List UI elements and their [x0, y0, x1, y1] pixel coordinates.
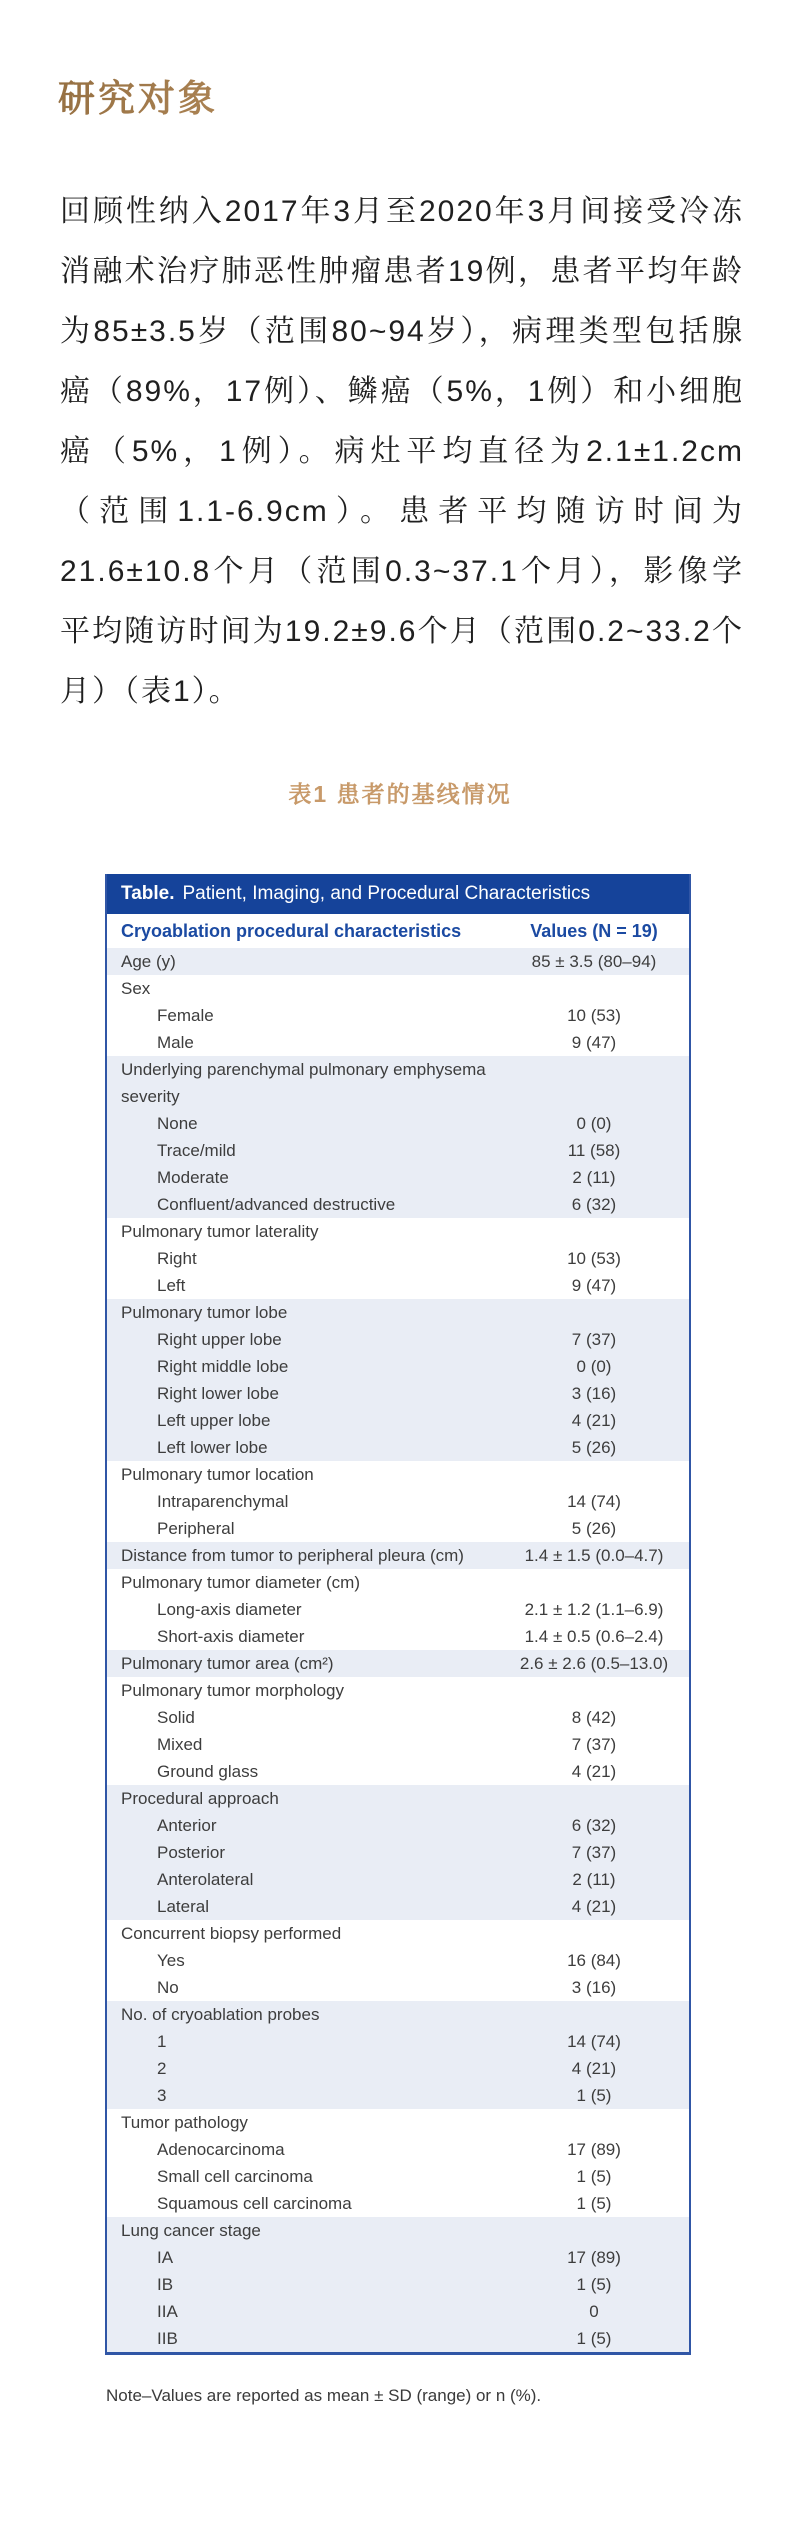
table-row	[107, 1542, 689, 1569]
table-section	[107, 1542, 689, 1569]
row-label: Sex	[121, 979, 151, 998]
section-heading: 研究对象	[0, 0, 800, 120]
table-row	[107, 1461, 689, 1488]
row-label: Small cell carcinoma	[157, 2167, 313, 2186]
table-row	[107, 1353, 689, 1380]
row-label: 3	[157, 2086, 167, 2105]
row-value: 5 (26)	[571, 1519, 617, 1538]
row-value: 0 (0)	[576, 1114, 612, 1133]
row-label: Procedural approach	[121, 1789, 279, 1808]
row-value: 6 (32)	[571, 1195, 617, 1214]
table-row	[107, 1704, 689, 1731]
row-value: 1.4 ± 0.5 (0.6–2.4)	[524, 1627, 664, 1646]
row-label: Mixed	[157, 1735, 203, 1754]
body-paragraph: 回顾性纳入2017年3月至2020年3月间接受冷冻消融术治疗肺恶性肿瘤患者19例，患者平均年龄为85±3.5岁（范围80~94岁），病理类型包括腺癌（89%，17例）、鳞癌（5%，1例）和小细胞癌（5%，1例）。病灶平均直径为2.1±1.2cm（范围1.1-6.9cm）。患者平均随访时间为21.6±10.8个月（范围0.3~37.1个月），影像学平均随访时间为19.2±9.6个月（范围0.2~33.2个月）（表1）。	[60, 195, 744, 708]
table-section	[107, 1569, 689, 1650]
row-value: 4 (21)	[571, 1897, 617, 1916]
table-row	[107, 2244, 689, 2271]
table-row	[107, 1137, 689, 1164]
table-row	[107, 1056, 689, 1110]
row-label: Pulmonary tumor location	[121, 1465, 314, 1484]
row-label: Left	[157, 1276, 186, 1295]
row-label: Tumor pathology	[121, 2113, 248, 2132]
table-row	[107, 1839, 689, 1866]
row-label: No	[157, 1978, 179, 1997]
row-value: 7 (37)	[571, 1735, 617, 1754]
row-value: 4 (21)	[571, 1762, 617, 1781]
row-label: Trace/mild	[157, 1141, 236, 1160]
table-section	[107, 1056, 689, 1218]
table-row	[107, 1407, 689, 1434]
table-row	[107, 2028, 689, 2055]
row-label: Distance from tumor to peripheral pleura (cm)	[121, 1546, 464, 1565]
row-value: 1 (5)	[576, 2167, 612, 2186]
row-label: Confluent/advanced destructive	[157, 1195, 396, 1214]
table-section	[107, 1785, 689, 1920]
table-row	[107, 1866, 689, 1893]
table-note: Note–Values are reported as mean ± SD (range) or n (%).	[106, 2386, 542, 2405]
row-label: IB	[157, 2275, 174, 2294]
row-label: Peripheral	[157, 1519, 235, 1538]
table-section	[107, 1299, 689, 1461]
column-header-characteristics: Cryoablation procedural characteristics	[121, 921, 462, 941]
row-label: Solid	[157, 1708, 195, 1727]
row-value: 3 (16)	[571, 1384, 617, 1403]
row-value: 2 (11)	[572, 1870, 616, 1889]
table-row	[107, 2217, 689, 2244]
table-section	[107, 948, 689, 975]
table-row	[107, 1218, 689, 1245]
row-value: 17 (89)	[567, 2248, 621, 2267]
table-row	[107, 1245, 689, 1272]
table-row	[107, 1515, 689, 1542]
table-caption: 表1 患者的基线情况	[288, 781, 512, 807]
table-row	[107, 2325, 689, 2352]
table-row	[107, 1947, 689, 1974]
row-label: Squamous cell carcinoma	[157, 2194, 352, 2213]
table-row	[107, 2190, 689, 2217]
table-row	[107, 1569, 689, 1596]
table-row	[107, 1110, 689, 1137]
row-value: 1 (5)	[576, 2194, 612, 2213]
row-value: 8 (42)	[571, 1708, 617, 1727]
table-row	[107, 1434, 689, 1461]
table-row	[107, 1029, 689, 1056]
table-row	[107, 1002, 689, 1029]
table-section	[107, 1677, 689, 1785]
row-label: Yes	[157, 1951, 185, 1970]
row-value: 9 (47)	[571, 1276, 617, 1295]
row-value: 7 (37)	[571, 1330, 617, 1349]
table-section	[107, 1218, 689, 1299]
row-value: 4 (21)	[571, 2059, 617, 2078]
row-label: Concurrent biopsy performed	[121, 1924, 342, 1943]
row-label: Right lower lobe	[157, 1384, 279, 1403]
row-label: None	[157, 1114, 198, 1133]
row-label: Left upper lobe	[157, 1411, 271, 1430]
row-label: Female	[157, 1006, 214, 1025]
table-row	[107, 1650, 689, 1677]
row-label: Right	[157, 1249, 197, 1268]
row-label: 2	[157, 2059, 167, 2078]
row-label: Pulmonary tumor lobe	[121, 1303, 288, 1322]
row-label: Left lower lobe	[157, 1438, 268, 1457]
row-value: 3 (16)	[571, 1978, 617, 1997]
row-value: 10 (53)	[567, 1249, 621, 1268]
row-label: Pulmonary tumor morphology	[121, 1681, 344, 1700]
row-label: Lung cancer stage	[121, 2221, 261, 2240]
row-value: 2.6 ± 2.6 (0.5–13.0)	[519, 1654, 669, 1673]
table-row	[107, 2082, 689, 2109]
row-label: Lateral	[157, 1897, 209, 1916]
row-value: 7 (37)	[571, 1843, 617, 1862]
table-column-header	[107, 914, 689, 948]
row-value: 11 (58)	[567, 1141, 621, 1160]
row-label: IIA	[157, 2302, 178, 2321]
table-row	[107, 975, 689, 1002]
table-section	[107, 975, 689, 1056]
table-row	[107, 1623, 689, 1650]
row-label: IA	[157, 2248, 174, 2267]
row-value: 14 (74)	[567, 2032, 621, 2051]
row-label: Male	[157, 1033, 194, 1052]
table-row	[107, 2055, 689, 2082]
table-row	[107, 2109, 689, 2136]
row-value: 14 (74)	[567, 1492, 621, 1511]
table-row	[107, 1596, 689, 1623]
row-label: IIB	[157, 2329, 178, 2348]
table-row	[107, 1191, 689, 1218]
row-value: 10 (53)	[567, 1006, 621, 1025]
row-label: Intraparenchymal	[157, 1492, 289, 1511]
row-label: 1	[157, 2032, 167, 2051]
table-title-text: Patient, Imaging, and Procedural Characteristics	[182, 883, 591, 904]
table-row	[107, 2001, 689, 2028]
table-row	[107, 948, 689, 975]
table-row	[107, 1326, 689, 1353]
table-row	[107, 1731, 689, 1758]
table-figure	[105, 874, 691, 2355]
row-label: Right middle lobe	[157, 1357, 289, 1376]
table-title-label: Table.	[121, 883, 175, 904]
table-row	[107, 1920, 689, 1947]
table-row	[107, 1758, 689, 1785]
row-value: 1 (5)	[576, 2086, 612, 2105]
table-section	[107, 1650, 689, 1677]
row-label: Pulmonary tumor diameter (cm)	[121, 1573, 361, 1592]
row-label: Pulmonary tumor area (cm²)	[121, 1654, 334, 1673]
row-value: 2.1 ± 1.2 (1.1–6.9)	[524, 1600, 664, 1619]
table-row	[107, 2136, 689, 2163]
table-row	[107, 1272, 689, 1299]
table-row	[107, 1164, 689, 1191]
row-value: 17 (89)	[567, 2140, 621, 2159]
row-label: Posterior	[157, 1843, 226, 1862]
row-label: Age (y)	[121, 952, 176, 971]
row-value: 1.4 ± 1.5 (0.0–4.7)	[524, 1546, 664, 1565]
table-section	[107, 2109, 689, 2217]
row-value: 1 (5)	[576, 2275, 612, 2294]
table-row	[107, 1677, 689, 1704]
row-label: Long-axis diameter	[157, 1600, 302, 1619]
row-value: 0	[589, 2302, 599, 2321]
table-title-bar	[107, 874, 689, 914]
row-label: Pulmonary tumor laterality	[121, 1222, 319, 1241]
table-row	[107, 2271, 689, 2298]
row-label: Adenocarcinoma	[157, 2140, 285, 2159]
row-value: 0 (0)	[576, 1357, 612, 1376]
table-body	[107, 948, 689, 2352]
table-section	[107, 1920, 689, 2001]
row-label: Right upper lobe	[157, 1330, 282, 1349]
row-label: Anterior	[157, 1816, 217, 1835]
table-row	[107, 1380, 689, 1407]
table-row	[107, 1893, 689, 1920]
row-label: Underlying parenchymal pulmonary emphysema severity	[121, 1060, 486, 1106]
row-value: 9 (47)	[571, 1033, 617, 1052]
row-value: 85 ± 3.5 (80–94)	[531, 952, 657, 971]
table-section	[107, 2217, 689, 2352]
row-value: 4 (21)	[571, 1411, 617, 1430]
row-value: 2 (11)	[572, 1168, 616, 1187]
column-header-values: Values (N = 19)	[530, 921, 658, 941]
table-row	[107, 1488, 689, 1515]
row-value: 1 (5)	[576, 2329, 612, 2348]
row-label: Short-axis diameter	[157, 1627, 305, 1646]
table-section	[107, 1461, 689, 1542]
table-row	[107, 1785, 689, 1812]
table-row	[107, 2298, 689, 2325]
row-value: 16 (84)	[567, 1951, 621, 1970]
row-label: No. of cryoablation probes	[121, 2005, 320, 2024]
row-label: Anterolateral	[157, 1870, 254, 1889]
row-value: 5 (26)	[571, 1438, 617, 1457]
table-row	[107, 1812, 689, 1839]
table-row	[107, 1299, 689, 1326]
table-row	[107, 2163, 689, 2190]
table-section	[107, 2001, 689, 2109]
row-label: Ground glass	[157, 1762, 259, 1781]
table-row	[107, 1974, 689, 2001]
row-label: Moderate	[157, 1168, 229, 1187]
row-value: 6 (32)	[571, 1816, 617, 1835]
